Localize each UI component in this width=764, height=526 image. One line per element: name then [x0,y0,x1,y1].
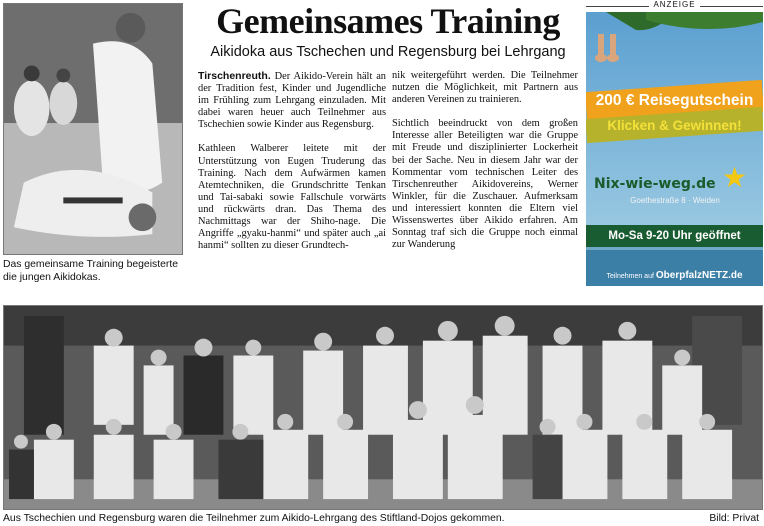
article-paragraph-4: Sichtlich beeindruckt von dem großen Interesse aller Beteiligten war die Gruppe mit Freude und disziplinierter Lockerheit bei der Sache. Neu in diesem Jahr war der Kommentar vom technischen Leiter des Tirschenreuther Aikidovereins, Werner Winkler, für die Zuschauer. Aufmerksam und interessiert konnten die Eltern viel Wissenswertes über Aikido erfahren. Am Sonntag traf sich die Gruppe noch einmal zur Wanderung [392,118,578,251]
ad-footer [586,270,763,281]
training-photo-caption: Das gemeinsame Training begeisterte die jungen Aikidokas. [3,259,179,283]
ad-cta-text[interactable]: Klicken & Gewinnen! [607,118,742,133]
article-paragraph-1-text: Der Aikido-Verein hält an der Tradition fest, Kinder und Jugendliche im Frühling zum Lehrgang einzuladen. Mit dabei waren heuer auch Teilnehmer aus Tschechien sowie Kinder aus Regensburg. [198,71,386,131]
ad-label [586,0,763,9]
ad-footer-site[interactable]: OberpfalzNETZ.de [655,270,743,281]
photo-credit: Bild: Privat [709,513,759,524]
article-paragraph-3: nik weitergeführt werden. Die Teilnehmer nutzen die Möglichkeit, mit Partnern aus anderen Vereinen zu trainieren. [392,70,578,106]
article-paragraph-1 [198,70,386,131]
ad-footer-prefix: Teilnehmen auf [606,273,654,280]
article-dateline: Tirschenreuth. [198,70,271,82]
article-column-right [392,70,578,251]
article-headline: Gemeinsames Training [216,1,560,41]
article-column-left [198,70,386,252]
article-paragraph-2: Kathleen Walberer leitete mit der Unterstützung von Eugen Truderung das Training. Nach dem Aufwärmen kamen Atemtechniken, die Grundschritte Tenkan und Tai-sabaki sowie Fallschule vorwärts und rückwärts dran. Das Thema des Nachmittags war der Shiho-nage. Die Angriffe „gyaku-hanmi“ und später auch „ai hanmi“ sollten zu dieser Grundtech- [198,143,386,252]
training-photo [3,3,183,255]
ad-label-text: ANZEIGE [649,0,699,9]
group-photo [3,305,763,510]
star-icon: ★ [722,161,748,194]
article-subheadline: Aikidoka aus Tschechen und Regensburg bei Lehrgang [210,44,566,60]
group-photo-caption: Aus Tschechien und Regensburg waren die Teilnehmer zum Aikido-Lehrgang des Stiftland-Dojos gekommen. [3,513,505,524]
ad-opening-hours: Mo-Sa 9-20 Uhr geöffnet [586,225,763,247]
ad-brand-logo: Nix-wie-weg.de [594,176,716,192]
ad-voucher-text: 200 € Reisegutschein [595,92,754,109]
ad-address: Goethestraße 8 · Weiden [630,196,720,205]
training-photo-image [4,4,182,254]
group-photo-image [4,306,762,509]
travel-ad-banner[interactable] [586,12,763,286]
